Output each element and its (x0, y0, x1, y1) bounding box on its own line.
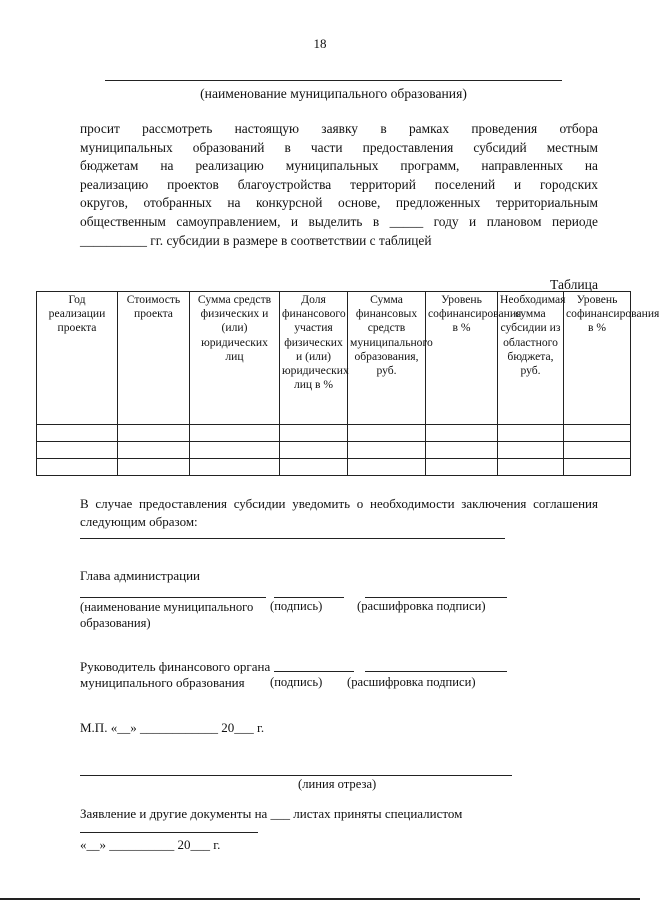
request-line: реализацию проектов благоустройства территорий поселений и городских (80, 176, 598, 192)
table-caption: Таблица (550, 277, 598, 292)
bottom-border (0, 898, 640, 900)
table-header-cell: Уровень софинансирования в % (426, 292, 498, 425)
notice-fill-line (80, 538, 505, 539)
table-cell (426, 425, 498, 442)
table-cell (348, 425, 426, 442)
table-cell (498, 459, 564, 476)
request-line: общественным самоуправлением, и выделить в _____ году и плановом периоде (80, 213, 598, 229)
table-header-row (37, 292, 631, 425)
table-cell (280, 442, 348, 459)
finance-head-signature-label: (подпись) (270, 675, 323, 689)
table-header-cell: Сумма средств физических и (или) юридических лиц (190, 292, 280, 425)
received-text: Заявление и другие документы на ___ листах приняты специалистом (80, 806, 463, 821)
table-row (37, 459, 631, 476)
table-cell (564, 425, 631, 442)
table-cell (190, 425, 280, 442)
request-line: округов, отобранных на конкурсной основе, предложенных территориальным (80, 195, 598, 211)
request-paragraph (80, 120, 598, 250)
table-cell (37, 425, 118, 442)
table-cell (190, 442, 280, 459)
table-header-cell: Необходимая сумма субсидии из областного бюджета, руб. (498, 292, 564, 425)
head-admin-name-label: (наименование муниципального образования) (80, 600, 254, 630)
table-cell (498, 425, 564, 442)
table-cell (426, 459, 498, 476)
request-line: __________ гг. субсидии в размере в соответствии с таблицей (80, 232, 432, 248)
head-admin-signature-line (274, 597, 344, 598)
table-cell (118, 459, 190, 476)
table-row (37, 425, 631, 442)
table-row (37, 442, 631, 459)
head-admin-title: Глава администрации (80, 568, 201, 583)
table-cell (564, 442, 631, 459)
table-cell (348, 459, 426, 476)
specialist-line (80, 832, 258, 833)
head-admin-decoding-label: (расшифровка подписи) (357, 599, 486, 613)
table-cell (426, 442, 498, 459)
finance-head-decoding-label: (расшифровка подписи) (347, 675, 476, 689)
received-date-line: «__» __________ 20___ г. (80, 837, 221, 852)
municipality-name-label: (наименование муниципального образования) (200, 86, 467, 101)
table-header-cell: Доля финансового участия физических и (или) юридических лиц в % (280, 292, 348, 425)
notice-text: В случае предоставления субсидии уведомить о необходимости заключения соглашения следующим образом: (80, 496, 598, 529)
request-line: муниципальных образований в части предоставления субсидий местным (80, 139, 598, 155)
head-admin-signature-label: (подпись) (270, 599, 323, 613)
table-cell (564, 459, 631, 476)
table-header-cell: Уровень софинансирования в % (564, 292, 631, 425)
table-header-cell: Сумма финансовых средств муниципального образования, руб. (348, 292, 426, 425)
finance-head-title: Руководитель финансового органа (80, 659, 271, 674)
table-header-cell: Стоимость проекта (118, 292, 190, 425)
finance-head-signature-line (274, 671, 354, 672)
table-cell (280, 459, 348, 476)
table-header-cell: Год реализации проекта (37, 292, 118, 425)
stamp-date-line: М.П. «__» ____________ 20___ г. (80, 720, 265, 735)
cut-line (80, 775, 512, 776)
request-line: бюджетам на реализацию муниципальных программ, направленных на (80, 158, 598, 174)
table-cell (348, 442, 426, 459)
table-cell (498, 442, 564, 459)
table-cell (280, 425, 348, 442)
finance-head-decoding-line (365, 671, 507, 672)
table-cell (37, 459, 118, 476)
head-admin-decoding-line (365, 597, 507, 598)
table-cell (37, 442, 118, 459)
table-cell (118, 425, 190, 442)
table-cell (118, 442, 190, 459)
table-cell (190, 459, 280, 476)
finance-head-subtitle: муниципального образования (80, 675, 245, 690)
cut-line-label: (линия отреза) (298, 777, 377, 791)
subsidy-table (36, 291, 659, 476)
head-admin-name-line (80, 597, 266, 598)
request-line: просит рассмотреть настоящую заявку в рамках проведения отбора (80, 121, 598, 136)
municipality-name-line (105, 80, 562, 81)
page-number: 18 (313, 36, 327, 51)
